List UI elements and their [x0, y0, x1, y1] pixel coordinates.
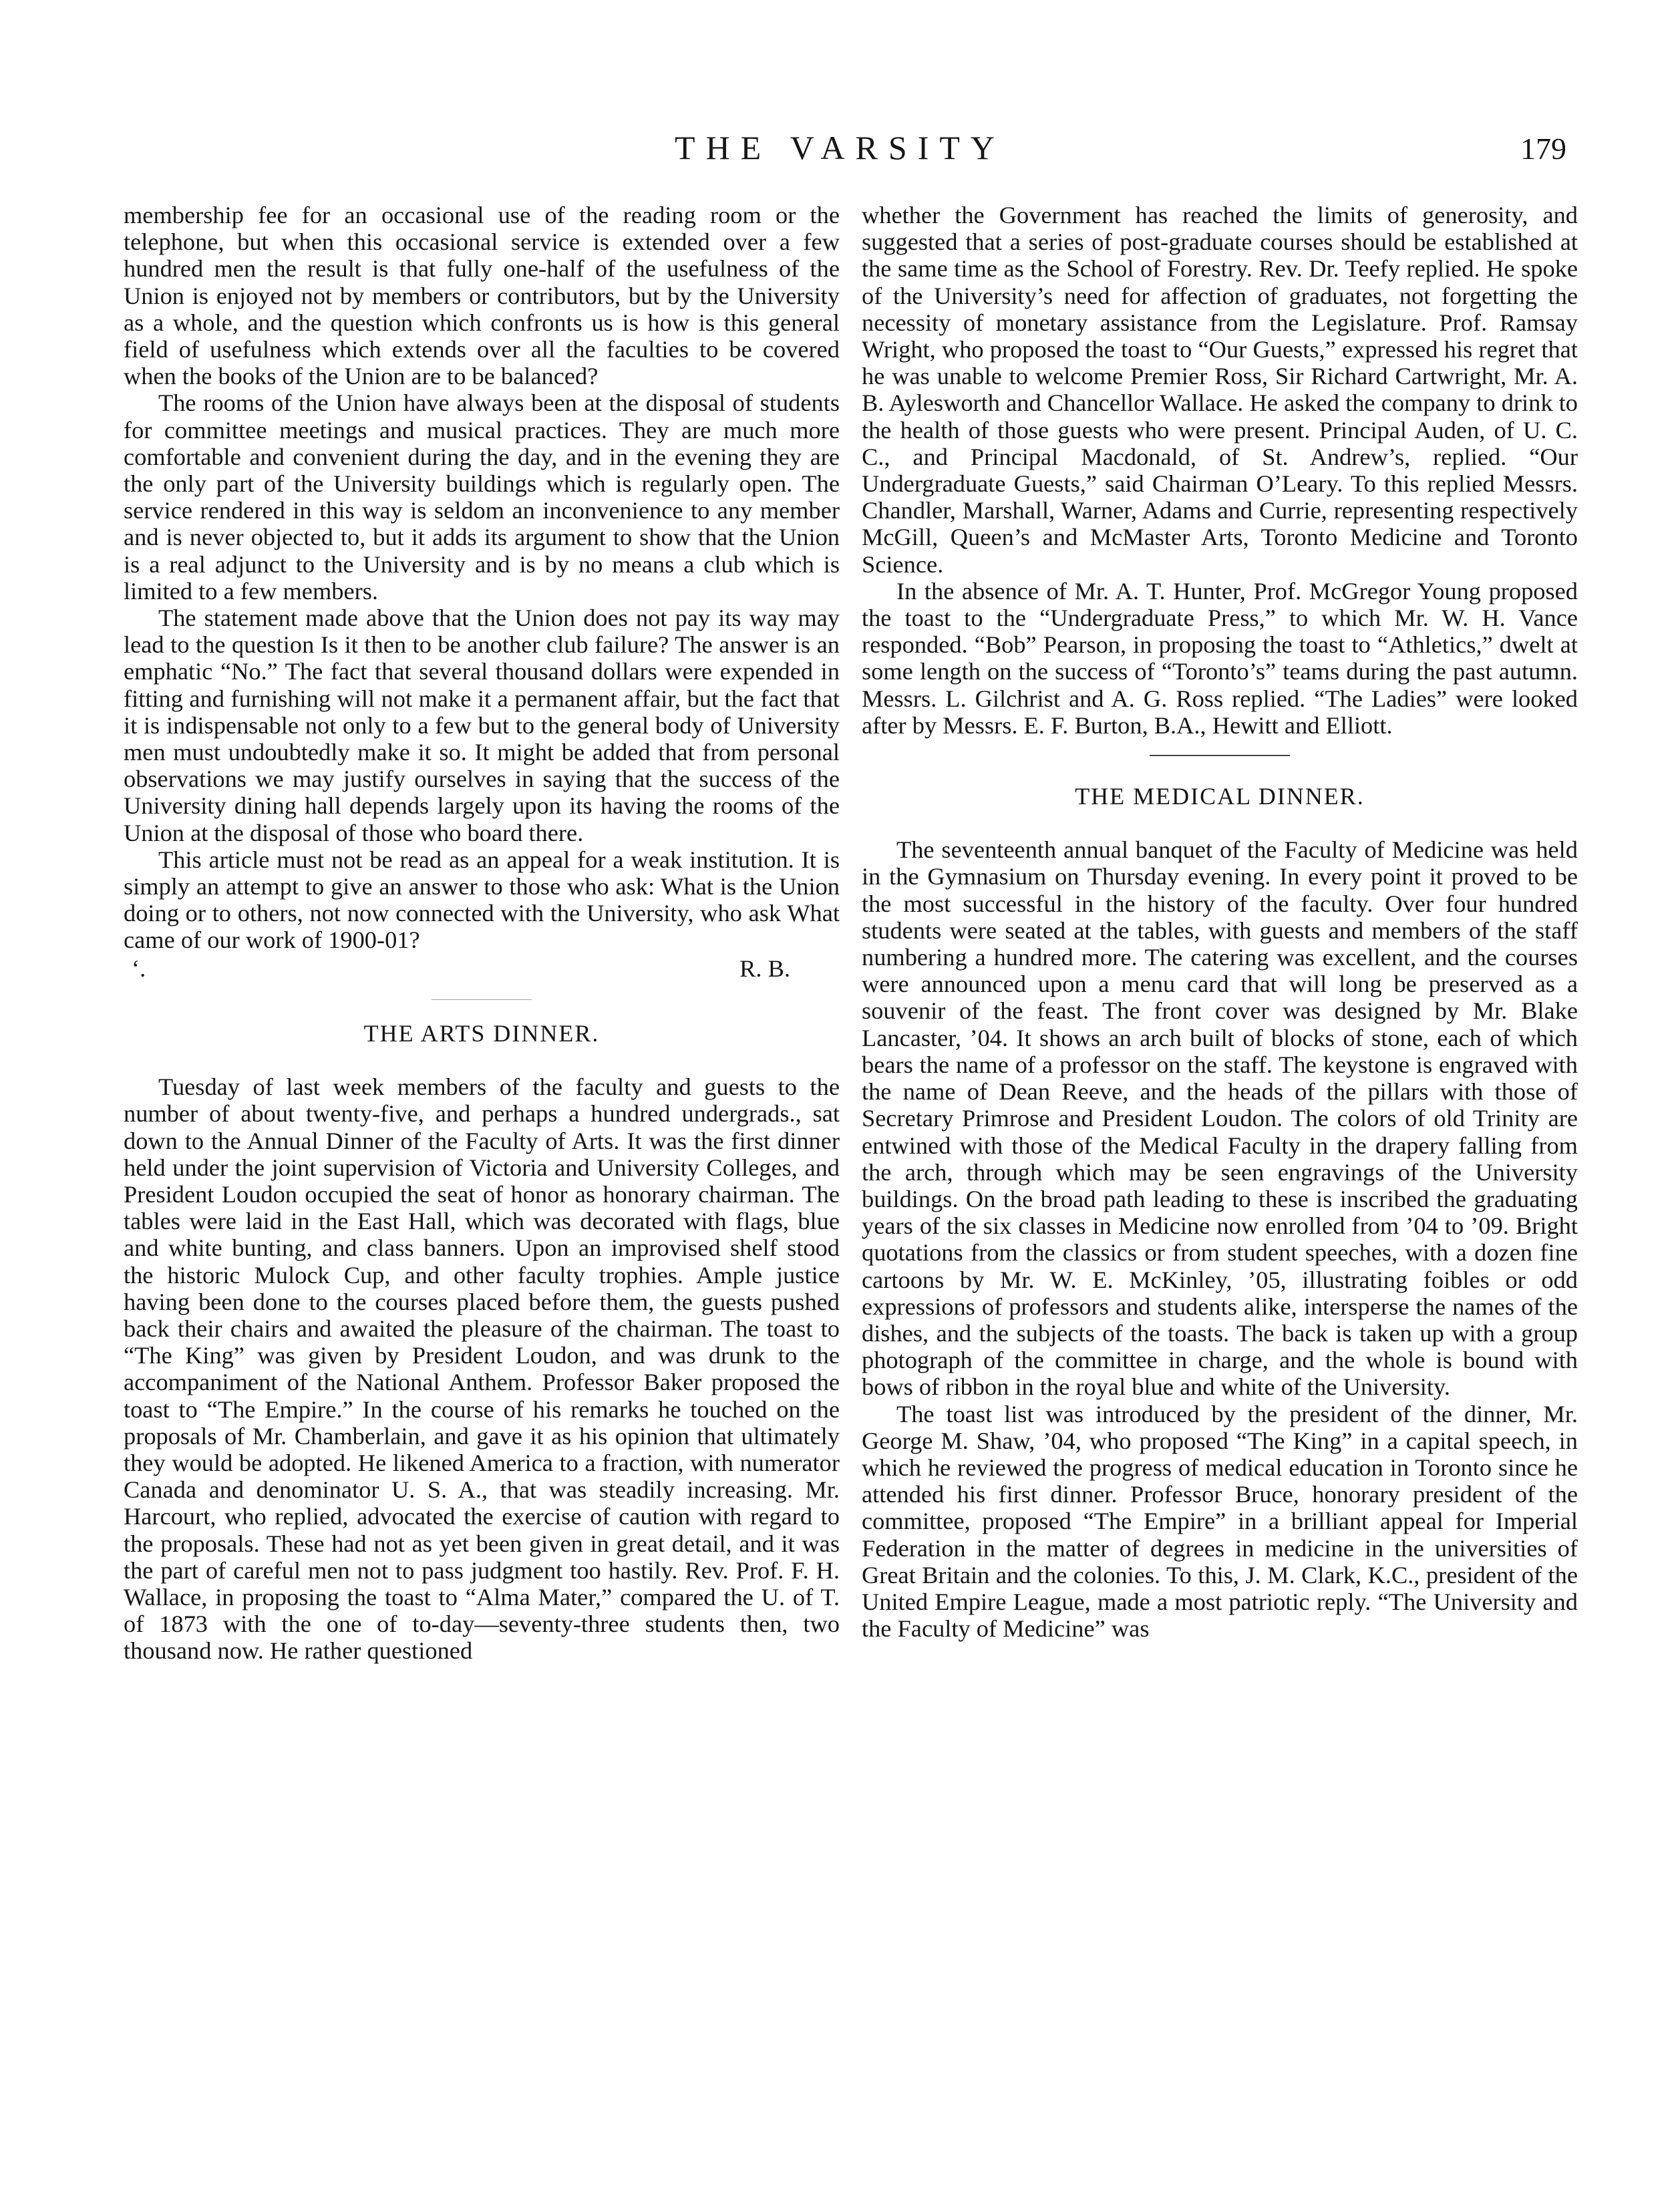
left-column — [124, 202, 840, 1665]
page-number: 179 — [1520, 132, 1566, 166]
arts-dinner-heading: THE ARTS DINNER. — [363, 1019, 600, 1047]
running-title: THE VARSITY — [675, 129, 1006, 166]
medical-dinner-paragraph: The toast list was introduced by the president of the dinner, Mr. George M. Shaw, ’04, who proposed “The King” in a capital speech, in which he reviewed the progress of medical education in Toronto since he attended his first dinner. Professor Bruce, honorary president of the committee, proposed “The Empire” in a brilliant appeal for Imperial Federation in the matter of degrees in medicine in the universities of Great Britain and the colonies. To this, J. M. Clark, K.C., president of the United Empire League, made a most patriotic reply. “The University and the Faculty of Medicine” was — [862, 1400, 1578, 1643]
medical-dinner-paragraph: The seventeenth annual banquet of the Faculty of Medicine was held in the Gymnasium on Thursday evening. In every point it proved to be the most successful in the history of the faculty. Over four hundred students were seated at the tables, with guests and members of the staff numbering a hundred more. The catering was excellent, and the courses were announced upon a menu card that will long be preserved as a souvenir of the feast. The front cover was designed by Mr. Blake Lancaster, ’04. It shows an arch built of blocks of stone, each of which bears the name of a professor on the staff. The keystone is engraved with the name of Dean Reeve, and the heads of the pillars with those of Secretary Primrose and President Loudon. The colors of old Trinity are entwined with those of the Medical Faculty in the drapery falling from the arch, through which may be seen engravings of the University buildings. On the broad path leading to these is inscribed the graduating years of the six classes in Medicine now enrolled from ’04 to ’09. Bright quotations from the classics or from student speeches, with a dozen fine cartoons by Mr. W. E. McKinley, ’05, illustrating foibles or odd expressions of professors and students alike, intersperse the names of the dishes, and the subjects of the toasts. The back is taken up with a group photograph of the committee in charge, and the whole is bound with bows of ribbon in the royal blue and white of the University. — [862, 836, 1578, 1401]
arts-dinner-continued-paragraph: In the absence of Mr. A. T. Hunter, Prof. McGregor Young proposed the toast to the “Undergraduate Press,” to which Mr. W. H. Vance responded. “Bob” Pearson, in proposing the toast to “Athletics,” dwelt at some length on the success of “Toronto’s” teams during the past autumn. Messrs. L. Gilchrist and A. G. Ross replied. “The Ladies” were looked after by Messrs. E. F. Burton, B.A., Hewitt and Elliott. — [862, 577, 1578, 739]
right-column — [862, 202, 1578, 1642]
union-article-paragraph: The statement made above that the Union does not pay its way may lead to the question Is it then to be another club failure? The answer is an emphatic “No.” The fact that several thousand dollars were expended in fitting and furnishing will not make it a permanent affair, but the fact that it is indispensable not only to a few but to the general body of University men must undoubtedly make it so. It might be added that from personal observations we may justify ourselves in saying that the success of the University dining hall depends largely upon its having the rooms of the Union at the disposal of those who board there. — [124, 605, 840, 846]
arts-dinner-continued-paragraph: whether the Government has reached the limits of generosity, and suggested that a series of post-graduate courses should be established at the same time as the School of Forestry. Rev. Dr. Teefy replied. He spoke of the University’s need for affection of graduates, not forgetting the necessity of monetary assistance from the Legislature. Prof. Ramsay Wright, who proposed the toast to “Our Guests,” expressed his regret that he was unable to welcome Premier Ross, Sir Richard Cartwright, Mr. A. B. Aylesworth and Chancellor Wallace. He asked the company to drink to the health of those guests who were present. Principal Auden, of U. C. C., and Principal Macdonald, of St. Andrew’s, replied. “Our Undergraduate Guests,” said Chairman O’Leary. To this replied Messrs. Chandler, Marshall, Warner, Adams and Currie, representing respectively McGill, Queen’s and McMaster Arts, Toronto Medicine and Toronto Science. — [862, 202, 1578, 578]
medical-dinner-heading: THE MEDICAL DINNER. — [1075, 783, 1365, 810]
author-initials: R. B. — [739, 955, 790, 982]
section-divider — [432, 999, 532, 1000]
article-signature — [124, 955, 840, 982]
section-divider — [1150, 755, 1290, 756]
union-article-paragraph: membership fee for an occasional use of the reading room or the telephone, but when this occasional service is extended over a few hundred men the result is that fully one-half of the usefulness of the Union is enjoyed not by members or contributors, but by the University as a whole, and the question which confronts us is how is this general field of usefulness which extends over all the faculties to be covered when the books of the Union are to be balanced? — [124, 202, 840, 390]
union-article-paragraph: This article must not be read as an appeal for a weak institution. It is simply an attempt to give an answer to those who ask: What is the Union doing or to others, not now connected with the University, who ask What came of our work of 1900-01? — [124, 846, 840, 954]
signature-mark: ‘. — [132, 955, 146, 982]
arts-dinner-paragraph: Tuesday of last week members of the faculty and guests to the number of about twenty-five, and perhaps a hundred undergrads., sat down to the Annual Dinner of the Faculty of Arts. It was the first dinner held under the joint supervision of Victoria and University Colleges, and President Loudon occupied the seat of honor as honorary chairman. The tables were laid in the East Hall, which was decorated with flags, blue and white bunting, and class banners. Upon an improvised shelf stood the historic Mulock Cup, and other faculty trophies. Ample justice having been done to the courses placed before them, the guests pushed back their chairs and awaited the pleasure of the chairman. The toast to “The King” was given by President Loudon, and was drunk to the accompaniment of the National Anthem. Professor Baker proposed the toast to “The Empire.” In the course of his remarks he touched on the proposals of Mr. Chamberlain, and gave it as his opinion that ultimately they would be adopted. He likened America to a fraction, with numerator Canada and denominator U. S. A., that was steadily increasing. Mr. Harcourt, who replied, advocated the exercise of caution with regard to the proposals. These had not as yet been given in great detail, and it was the part of careful men not to pass judgment too hastily. Rev. Prof. F. H. Wallace, in proposing the toast to “Alma Mater,” compared the U. of T. of 1873 with the one of to-day—seventy-three students then, two thousand now. He rather questioned — [124, 1073, 840, 1665]
union-article-paragraph: The rooms of the Union have always been at the disposal of students for committee meetings and musical practices. They are much more comfortable and convenient during the day, and in the evening they are the only part of the University buildings which is regularly open. The service rendered in this way is seldom an inconvenience to any member and is never objected to, but it adds its argument to show that the Union is a real adjunct to the University and is by no means a club which is limited to a few members. — [124, 389, 840, 605]
